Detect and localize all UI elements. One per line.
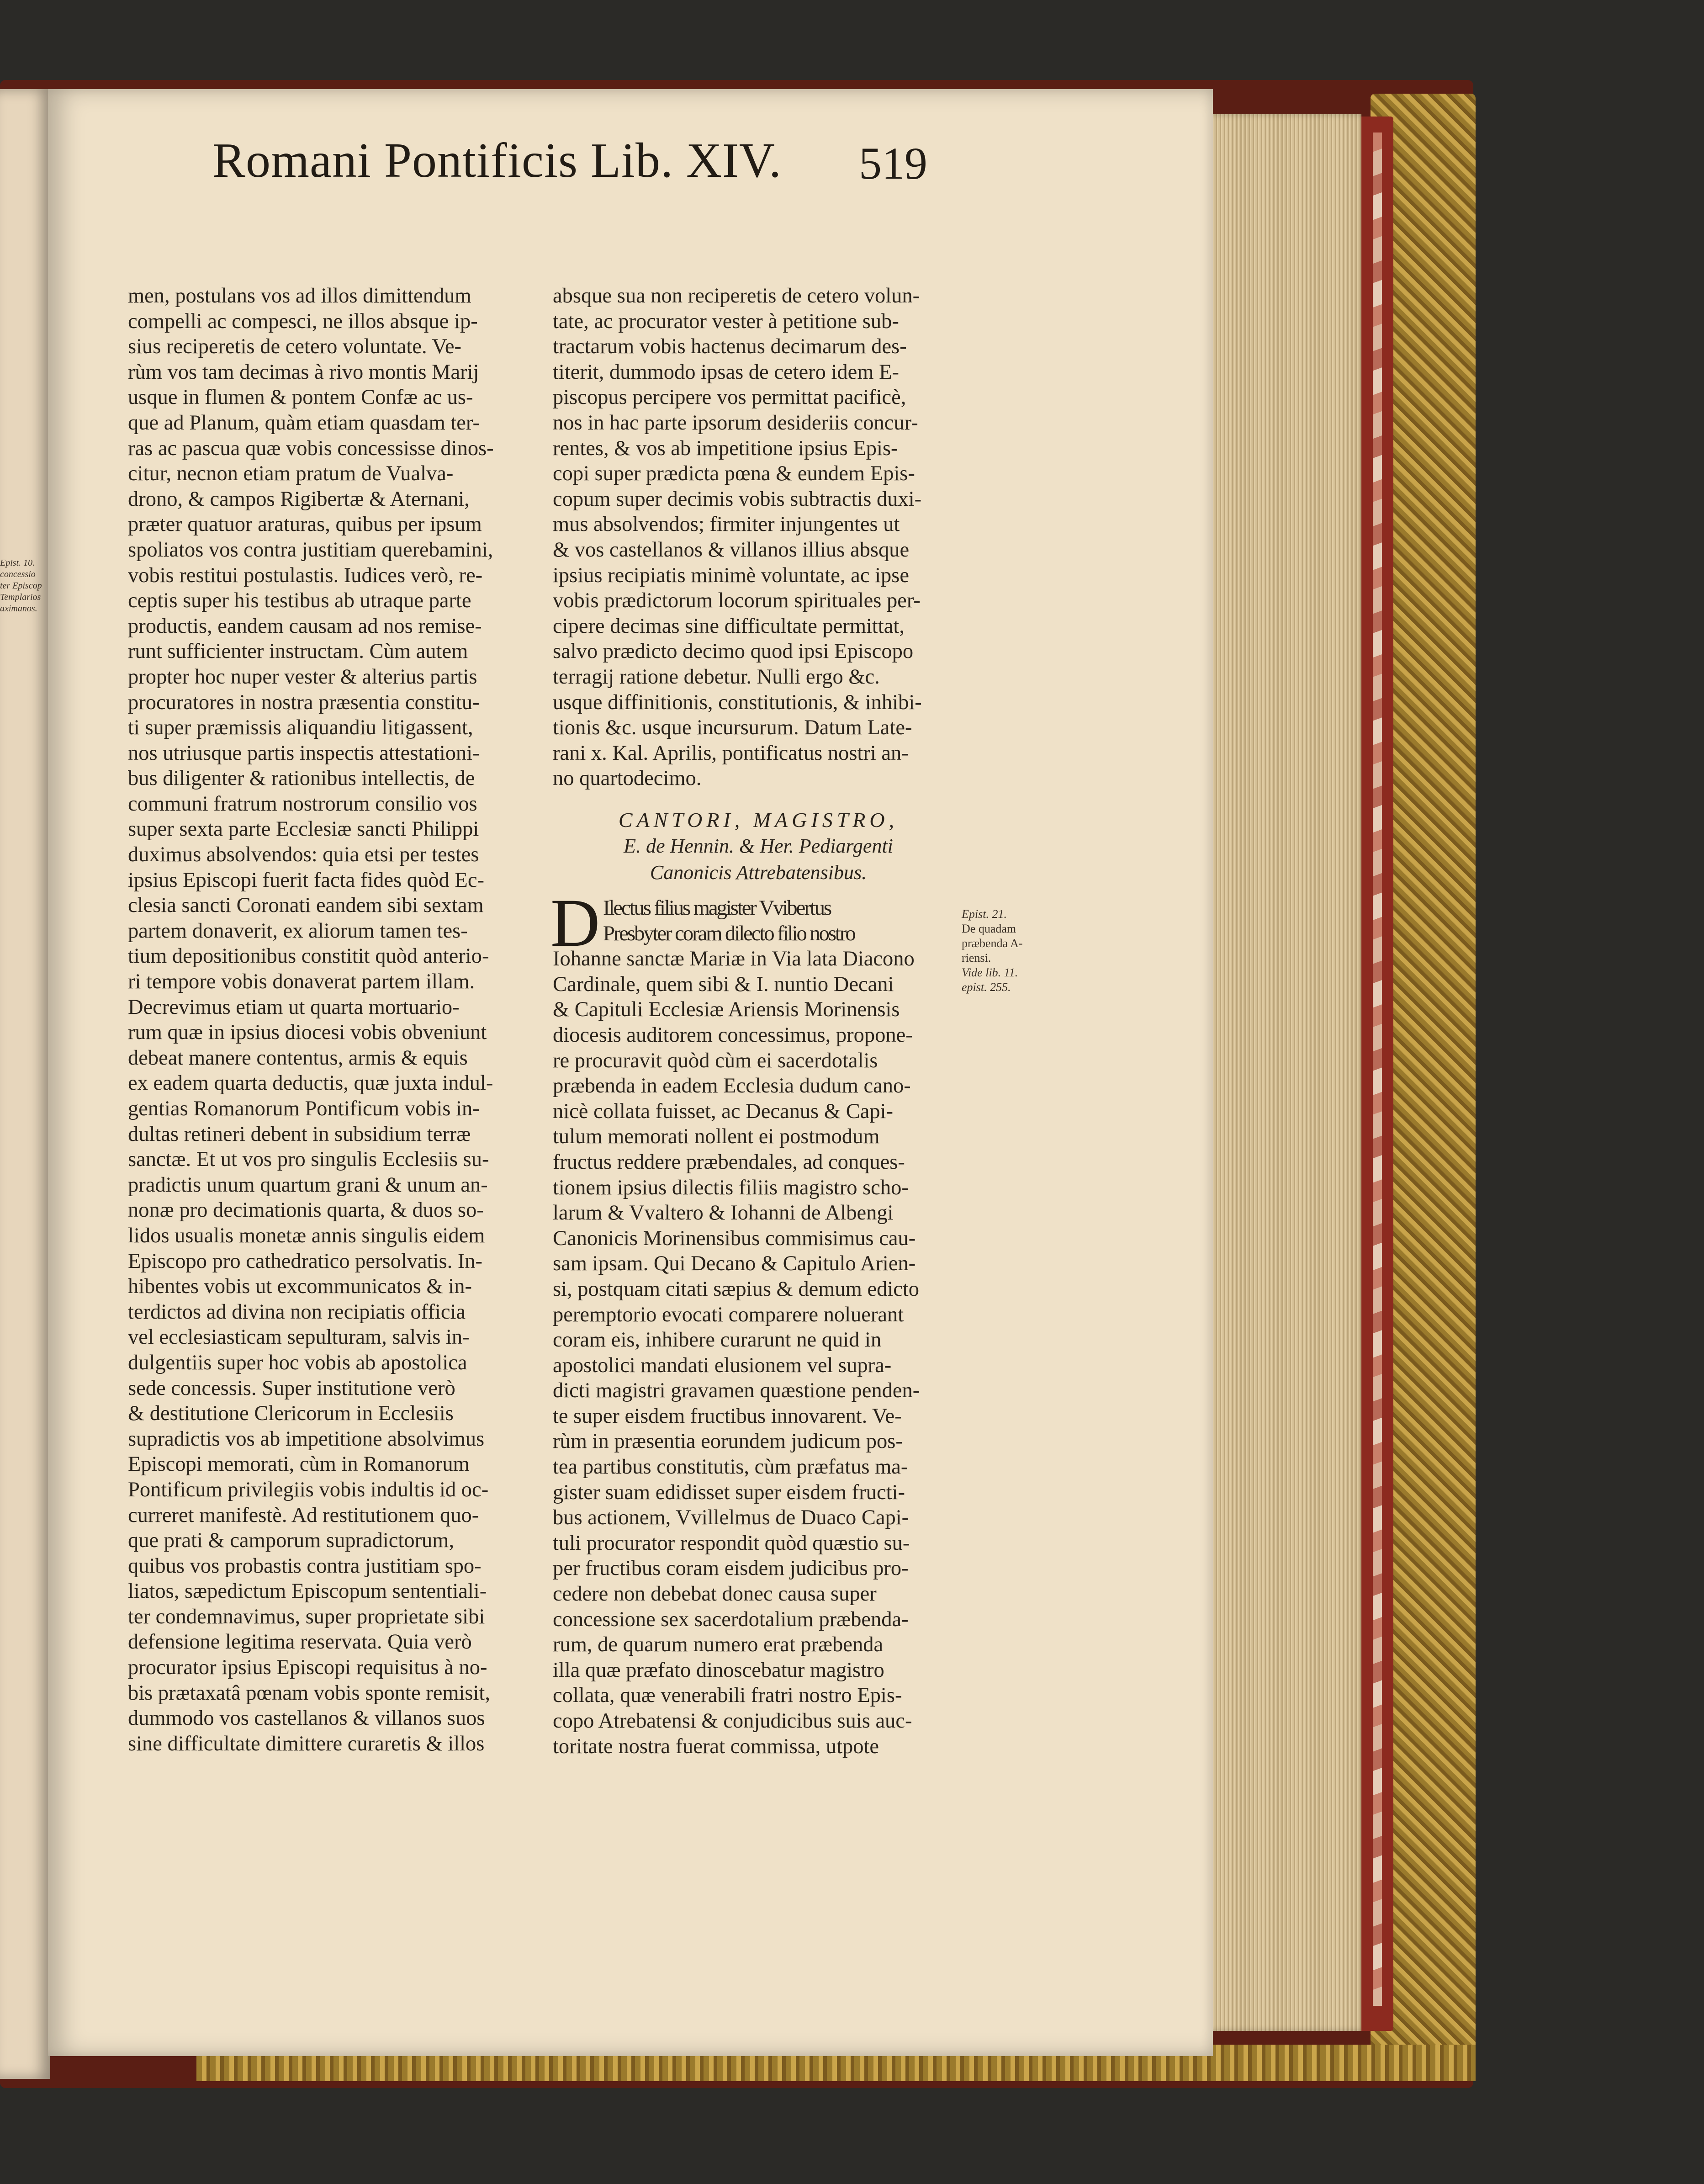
letter-line: Iohanne sanctæ Mariæ in Via lata Diacono xyxy=(553,947,915,971)
text-line: runt sufficienter instructam. Cùm autem xyxy=(128,640,468,663)
text-line: procurator ipsius Episcopi requisitus à no- xyxy=(128,1656,487,1680)
text-line: tate, ac procurator vester à petitione sub- xyxy=(553,309,899,333)
letter-line: fructus reddere præbendales, ad conques- xyxy=(553,1150,905,1174)
text-line: tractarum vobis hactenus decimarum des- xyxy=(553,335,907,359)
letter-line: illa quæ præfato dinoscebatur magistro xyxy=(553,1658,884,1682)
text-line: ipsius Episcopi fuerit facta fides quòd Ec- xyxy=(128,868,484,892)
text-line: drono, & campos Rigibertæ & Aternani, xyxy=(128,487,470,511)
letter-line: peremptorio evocati comparere noluerant xyxy=(553,1303,904,1326)
text-line: nos utriusque partis inspectis attestationi- xyxy=(128,741,480,765)
letter-line: Cardinale, quem sibi & I. nuntio Decani xyxy=(553,972,894,996)
page-fore-edge xyxy=(1206,114,1361,2031)
text-line: men, postulans vos ad illos dimittendum xyxy=(128,284,471,307)
letter-line: nicè collata fuisset, ac Decanus & Capi- xyxy=(553,1099,893,1123)
text-line: curreret manifestè. Ad restitutionem quo- xyxy=(128,1503,479,1527)
text-line: spoliatos vos contra justitiam querebamini, xyxy=(128,538,493,562)
text-line: no quartodecimo. xyxy=(553,767,702,790)
margin-note-cross2: epist. 255. xyxy=(962,981,1011,994)
text-line: ipsius recipiatis minimè voluntate, ac ipse xyxy=(553,563,909,587)
text-line: usque diffinitionis, constitutionis, & inhibi- xyxy=(553,690,922,714)
text-line: bus diligenter & rationibus intellectis, de xyxy=(128,767,475,790)
text-line: piscopus percipere vos permittat pacificè, xyxy=(553,386,906,409)
margin-note-line: aximanos. xyxy=(0,604,37,614)
text-line: citur, necnon etiam pratum de Vualva- xyxy=(128,462,454,486)
text-line: nonæ pro decimationis quarta, & duos so- xyxy=(128,1198,484,1222)
text-line: rùm vos tam decimas à rivo montis Marij xyxy=(128,360,479,384)
letter-line: toritate nostra fuerat commissa, utpote xyxy=(553,1734,879,1758)
letter-address-line1: CANTORI, MAGISTRO, xyxy=(618,808,899,832)
letter-line: tuli procurator respondit quòd quæstio su- xyxy=(553,1531,910,1555)
text-line: que prati & camporum supradictorum, xyxy=(128,1529,455,1553)
letter-line: Canonicis Morinensibus commisimus cau- xyxy=(553,1226,916,1250)
text-line: titerit, dummodo ipsas de cetero idem E- xyxy=(553,360,900,384)
text-line: productis, eandem causam ad nos remise- xyxy=(128,614,482,638)
text-line: tium depositionibus constitit quòd anterio- xyxy=(128,944,489,968)
text-line: sede concessis. Super institutione verò xyxy=(128,1376,455,1400)
page-number: 519 xyxy=(859,138,927,189)
text-line: lidos usualis monetæ annis singulis eidem xyxy=(128,1224,485,1247)
text-line: & vos castellanos & villanos illius absque xyxy=(553,538,910,562)
letter-line: Presbyter coram dilecto filio nostro xyxy=(603,922,855,945)
letter-line: copo Atrebatensi & conjudicibus suis auc- xyxy=(553,1709,912,1733)
margin-note-line: Epist. 10. xyxy=(0,558,35,568)
margin-note-line: concessio xyxy=(0,569,36,579)
letter-line: gister suam edidisset super eisdem fructi- xyxy=(553,1480,905,1504)
text-line: dulgentiis super hoc vobis ab apostolica xyxy=(128,1351,467,1374)
letter-line: bus actionem, Vvillelmus de Duaco Capi- xyxy=(553,1506,909,1530)
letter-line: larum & Vvaltero & Iohanni de Albengi xyxy=(553,1201,894,1225)
letter-line: diocesis auditorem concessimus, propone- xyxy=(553,1023,913,1047)
text-line: ti super præmissis aliquandiu litigassent, xyxy=(128,716,473,740)
letter-line: præbenda in eadem Ecclesia dudum cano- xyxy=(553,1074,911,1098)
text-line: procuratores in nostra præsentia constitu- xyxy=(128,690,480,714)
text-line: sine difficultate dimittere curaretis & illos xyxy=(128,1732,485,1755)
letter-address-line2: E. de Hennin. & Her. Pediargenti xyxy=(624,835,893,857)
letter-line: tulum memorati nollent ei postmodum xyxy=(553,1125,880,1149)
letter-line: rum, de quarum numero erat præbenda xyxy=(553,1633,884,1657)
text-line: dultas retineri debent in subsidium terræ xyxy=(128,1122,471,1146)
left-column xyxy=(128,283,534,1756)
text-line: ex eadem quarta deductis, quæ juxta indul- xyxy=(128,1071,493,1095)
marbled-endpaper xyxy=(1373,133,1382,2006)
text-line: bis prætaxatâ pœnam vobis sponte remisit, xyxy=(128,1681,490,1705)
text-line: supradictis vos ab impetitione absolvimus xyxy=(128,1427,485,1451)
running-head: Romani Pontificis Lib. XIV. xyxy=(212,133,782,188)
text-line: que ad Planum, quàm etiam quasdam ter- xyxy=(128,411,480,435)
text-line: hibentes vobis ut excommunicatos & in- xyxy=(128,1275,472,1299)
letter-line: si, postquam citati sæpius & demum edicto xyxy=(553,1277,920,1301)
text-line: sanctæ. Et ut vos pro singulis Ecclesiis su- xyxy=(128,1148,489,1172)
margin-note-text2: præbenda A- xyxy=(962,937,1023,950)
text-line: ceptis super his testibus ab utraque parte xyxy=(128,589,471,613)
text-line: terragij ratione debetur. Nulli ergo &c. xyxy=(553,665,880,689)
margin-note-line: Templarios xyxy=(0,592,41,602)
text-line: & destitutione Clericorum in Ecclesiis xyxy=(128,1402,454,1426)
text-line: vel ecclesiasticam sepulturam, salvis in- xyxy=(128,1325,470,1349)
text-line: quibus vos probastis contra justitiam spo- xyxy=(128,1554,482,1578)
text-line: communi fratrum nostrorum consilio vos xyxy=(128,792,477,816)
letter-line: collata, quæ venerabili fratri nostro Epis- xyxy=(553,1684,902,1707)
text-line: debeat manere contentus, armis & equis xyxy=(128,1046,468,1070)
text-line: Decrevimus etiam ut quarta mortuario- xyxy=(128,995,460,1019)
letter-line: apostolici mandati elusionem vel supra- xyxy=(553,1353,892,1377)
text-line: mus absolvendos; firmiter injungentes ut xyxy=(553,513,900,536)
letter-line: dicti magistri gravamen quæstione penden- xyxy=(553,1379,920,1403)
letter-line: Ilectus filius magister Vvibertus xyxy=(603,896,831,920)
text-line: salvo prædicto decimo quod ipsi Episcopo xyxy=(553,640,914,663)
text-line: partem donaverit, ex aliorum tamen tes- xyxy=(128,919,468,943)
text-line: ri tempore vobis donaverat partem illam. xyxy=(128,970,475,994)
text-line: ter condemnavimus, super proprietate sibi xyxy=(128,1605,485,1628)
letter-line: te super eisdem fructibus innovarent. Ve- xyxy=(553,1404,902,1428)
text-line: vobis restitui postulastis. Iudices verò, re- xyxy=(128,563,483,587)
drop-capital: D xyxy=(550,885,600,961)
text-line: ras ac pascua quæ vobis concessisse dinos- xyxy=(128,436,494,460)
letter-line: rùm in præsentia eorundem judicum pos- xyxy=(553,1430,903,1453)
letter-line: re procuravit quòd cùm ei sacerdotalis xyxy=(553,1049,878,1072)
letter-line: cedere non debebat donec causa super xyxy=(553,1582,877,1606)
text-line: absque sua non reciperetis de cetero volun- xyxy=(553,284,920,307)
text-line: præter quatuor araturas, quibus per ipsum xyxy=(128,513,482,536)
text-line: compelli ac compesci, ne illos absque ip- xyxy=(128,309,478,333)
text-line: rani x. Kal. Aprilis, pontificatus nostri an- xyxy=(553,741,909,765)
letter-line: tionem ipsius dilectis filiis magistro scho- xyxy=(553,1176,909,1199)
text-line: propter hoc nuper vester & alterius partis xyxy=(128,665,477,689)
letter-address-line3: Canonicis Attrebatensibus. xyxy=(650,861,867,884)
text-line: gentias Romanorum Pontificum vobis in- xyxy=(128,1097,480,1120)
margin-note-text1: De quadam xyxy=(962,922,1016,935)
text-line: Episcopi memorati, cùm in Romanorum xyxy=(128,1452,470,1476)
margin-note-line: ter Episcop xyxy=(0,581,42,591)
margin-note-text3: riensi. xyxy=(962,951,991,965)
text-line: defensione legitima reservata. Quia verò xyxy=(128,1630,472,1654)
text-line: sius reciperetis de cetero voluntate. Ve- xyxy=(128,335,461,359)
text-line: Episcopo pro cathedratico persolvatis. In- xyxy=(128,1249,483,1273)
text-line: copum super decimis vobis subtractis duxi- xyxy=(553,487,922,511)
text-line: dummodo vos castellanos & villanos suos xyxy=(128,1707,485,1730)
text-line: nos in hac parte ipsorum desideriis concur- xyxy=(553,411,918,435)
letter-line: sam ipsam. Qui Decano & Capitulo Arien- xyxy=(553,1252,916,1276)
text-line: vobis prædictorum locorum spirituales per- xyxy=(553,589,921,613)
letter-line: & Capituli Ecclesiæ Ariensis Morinensis xyxy=(553,998,900,1022)
margin-note-ref: Epist. 21. xyxy=(962,907,1007,921)
letter-line: per fructibus coram eisdem judicibus pro- xyxy=(553,1557,909,1580)
text-line: liatos, sæpedictum Episcopum sententiali- xyxy=(128,1580,487,1603)
text-line: rum quæ in ipsius diocesi vobis obveniunt xyxy=(128,1021,487,1044)
text-line: duximus absolvendos: quia etsi per testes xyxy=(128,843,479,867)
text-line: pradictis unum quartum grani & unum an- xyxy=(128,1173,488,1197)
text-line: cipere decimas sine difficultate permittat, xyxy=(553,614,905,638)
letter-line: tea partibus constitutis, cùm præfatus ma- xyxy=(553,1455,908,1479)
text-line: clesia sancti Coronati eandem sibi sextam xyxy=(128,894,484,917)
text-line: terdictos ad divina non recipiatis officia xyxy=(128,1300,466,1324)
text-line: Pontificum privilegiis vobis indultis id oc- xyxy=(128,1478,489,1501)
text-line: tionis &c. usque incursurum. Datum Late- xyxy=(553,716,912,740)
text-line: usque in flumen & pontem Confæ ac us- xyxy=(128,386,473,409)
letter-line: coram eis, inhibere curarunt ne quid in xyxy=(553,1328,882,1352)
right-column xyxy=(553,283,964,791)
left-margin-note xyxy=(0,557,48,615)
margin-note-cross1: Vide lib. 11. xyxy=(962,966,1018,979)
facing-page-left xyxy=(0,89,50,2079)
right-margin-note xyxy=(962,907,1053,995)
text-line: super sexta parte Ecclesiæ sancti Philippi xyxy=(128,817,479,841)
text-line: rentes, & vos ab impetitione ipsius Epis- xyxy=(553,436,898,460)
text-line: copi super prædicta pœna & eundem Epis- xyxy=(553,462,915,486)
letter-body xyxy=(553,896,964,1759)
letter-line: concessione sex sacerdotalium præbenda- xyxy=(553,1607,909,1631)
